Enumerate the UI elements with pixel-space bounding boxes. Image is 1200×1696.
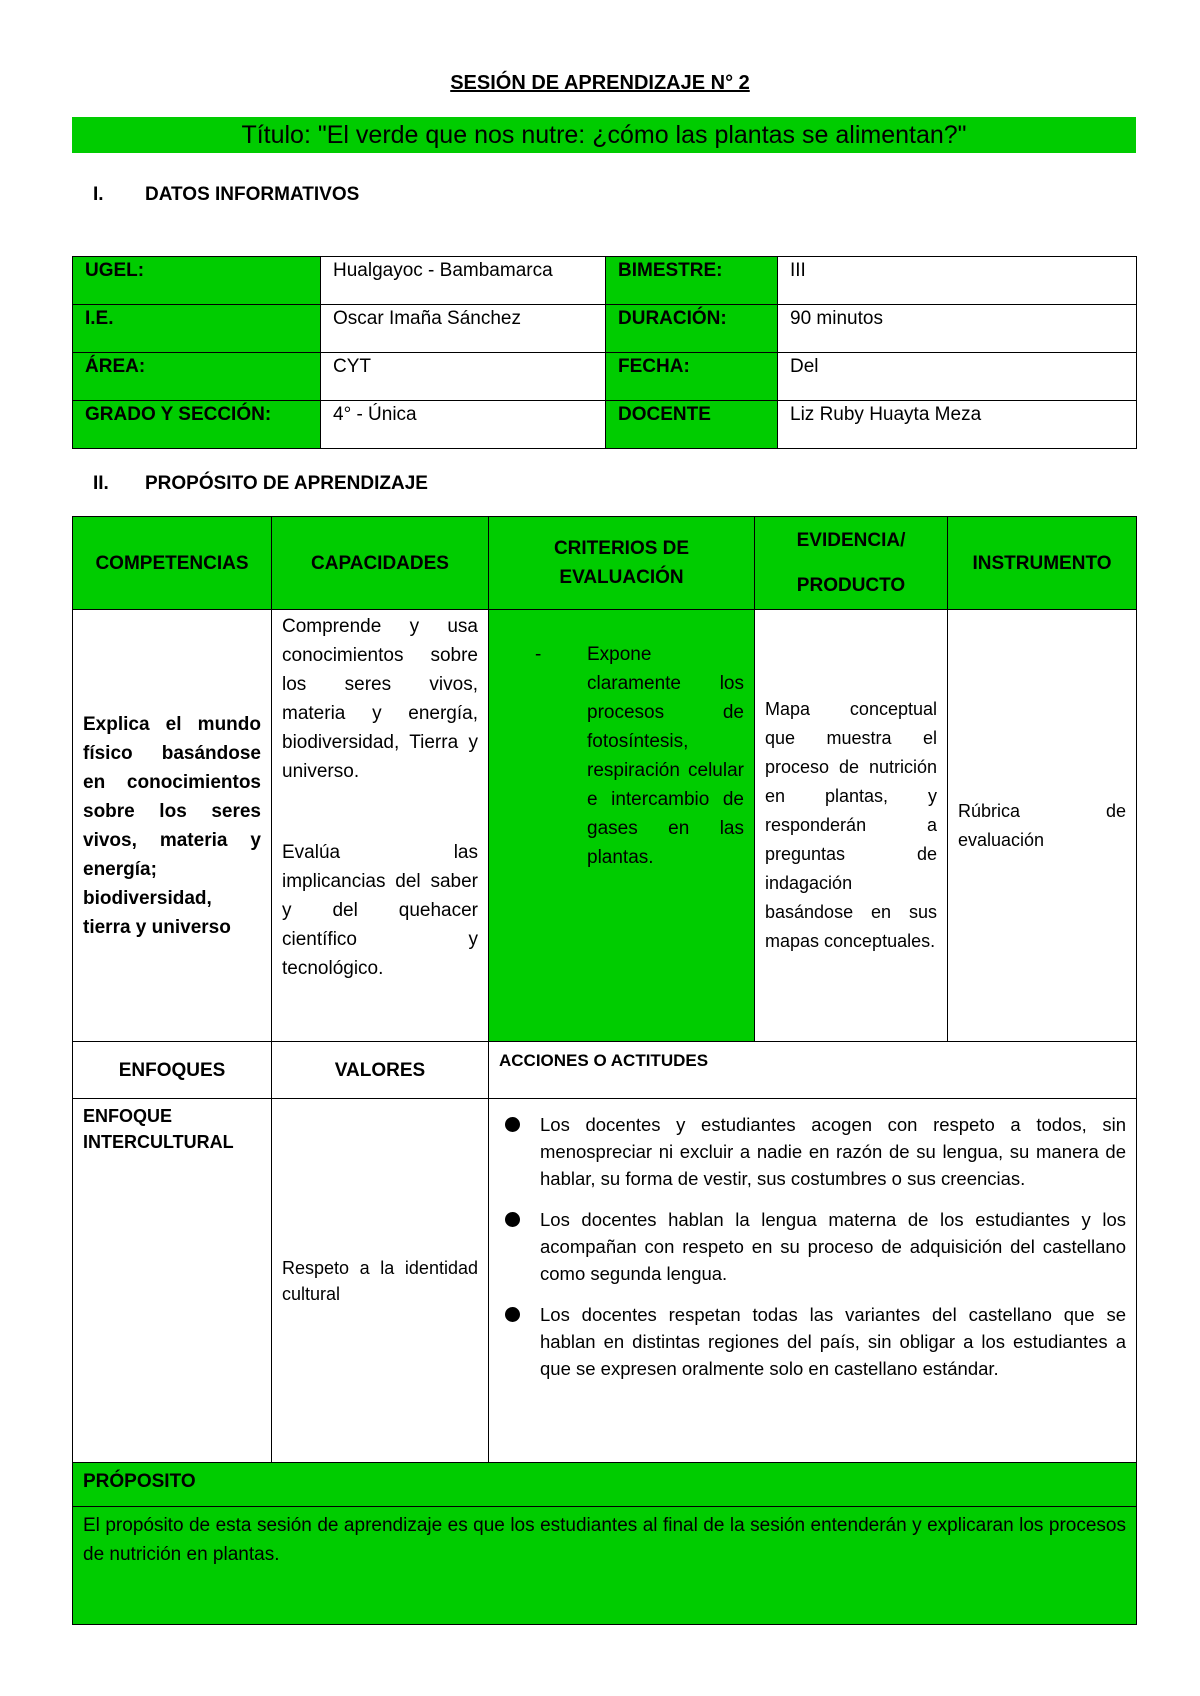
bullet-dot-icon bbox=[505, 1307, 520, 1322]
criterio-text: Expone claramente los procesos de fotosíntesis, respiración celular e intercambio de gases en las plantas. bbox=[587, 644, 744, 868]
purpose-table bbox=[72, 516, 1137, 1625]
section-datos-informativos bbox=[93, 184, 359, 206]
accion-text: Los docentes respetan todas las variantes del castellano que se hablan en distintas regiones del país, sin obligar a los estudiantes a que se expresen oralmente solo en castellano estándar. bbox=[540, 1304, 1126, 1379]
header-producto-line2: PRODUCTO bbox=[796, 575, 906, 596]
bullet-dot-icon bbox=[505, 1212, 520, 1227]
header-criterios: CRITERIOS DE EVALUACIÓN bbox=[489, 517, 755, 610]
header-instrumento: INSTRUMENTO bbox=[948, 517, 1137, 610]
purpose-body-row bbox=[73, 610, 1137, 1042]
criterio-bullet: - bbox=[535, 644, 542, 665]
header-evidencia-line1: EVIDENCIA/ bbox=[796, 530, 906, 551]
capacidades-cell bbox=[272, 610, 489, 1042]
info-label: I.E. bbox=[73, 305, 321, 353]
info-value: Liz Ruby Huayta Meza bbox=[778, 401, 1137, 449]
capacidad-1: Comprende y usa conocimientos sobre los seres vivos, materia y energía, biodiversidad, Tierra y universo. bbox=[282, 616, 478, 782]
proposito-heading: PRÓPOSITO bbox=[73, 1463, 1137, 1507]
criterio-cell bbox=[489, 610, 755, 1042]
enfoque-row bbox=[73, 1099, 1137, 1463]
info-table bbox=[72, 256, 1137, 449]
info-value: III bbox=[778, 257, 1137, 305]
info-value: Del bbox=[778, 353, 1137, 401]
info-label: DOCENTE bbox=[606, 401, 778, 449]
header-enfoques: ENFOQUES bbox=[73, 1042, 272, 1099]
instrumento-cell: Rúbrica de evaluación bbox=[948, 610, 1137, 1042]
info-value: Oscar Imaña Sánchez bbox=[321, 305, 606, 353]
capacidad-2: Evalúa las implicancias del saber y del quehacer científico y tecnológico. bbox=[282, 842, 478, 979]
title-text: "El verde que nos nutre: ¿cómo las plantas se alimentan?" bbox=[317, 120, 967, 149]
info-value: CYT bbox=[321, 353, 606, 401]
accion-text: Los docentes hablan la lengua materna de los estudiantes y los acompañan con respeto en su proceso de adquisición del castellano como segunda lengua. bbox=[540, 1209, 1126, 1284]
info-value: 4° - Única bbox=[321, 401, 606, 449]
info-value: Hualgayoc - Bambamarca bbox=[321, 257, 606, 305]
header-valores: VALORES bbox=[272, 1042, 489, 1099]
info-row bbox=[73, 353, 1137, 401]
evidencia-cell: Mapa conceptual que muestra el proceso de nutrición en plantas, y responderán a preguntas de indagación basándose en sus mapas conceptuales. bbox=[755, 610, 948, 1042]
info-row bbox=[73, 401, 1137, 449]
valor-cell: Respeto a la identidad cultural bbox=[272, 1099, 489, 1463]
header-capacidades: CAPACIDADES bbox=[272, 517, 489, 610]
accion-item bbox=[499, 1111, 1126, 1192]
title-label: Título: bbox=[241, 120, 311, 149]
proposito-header-row bbox=[73, 1463, 1137, 1507]
header-competencias: COMPETENCIAS bbox=[73, 517, 272, 610]
section-number: I. bbox=[93, 184, 104, 205]
section-number: II. bbox=[93, 473, 109, 494]
competencia-cell: Explica el mundo físico basándose en conocimientos sobre los seres vivos, materia y energía; biodiversidad, tierra y universo bbox=[73, 610, 272, 1042]
purpose-header-row bbox=[73, 517, 1137, 610]
info-label: BIMESTRE: bbox=[606, 257, 778, 305]
info-label: ÁREA: bbox=[73, 353, 321, 401]
proposito-text: El propósito de esta sesión de aprendizaje es que los estudiantes al final de la sesión entenderán y explicaran los procesos de nutrición en plantas. bbox=[73, 1507, 1137, 1625]
header-evidencia bbox=[755, 517, 948, 610]
enfoque-cell: ENFOQUE INTERCULTURAL bbox=[73, 1099, 272, 1463]
info-row bbox=[73, 305, 1137, 353]
info-label: GRADO Y SECCIÓN: bbox=[73, 401, 321, 449]
section-proposito-aprendizaje bbox=[93, 473, 428, 495]
info-value: 90 minutos bbox=[778, 305, 1137, 353]
info-label: DURACIÓN: bbox=[606, 305, 778, 353]
accion-text: Los docentes y estudiantes acogen con respeto a todos, sin menospreciar ni excluir a nadie en razón de su lengua, su manera de hablar, su forma de vestir, sus costumbres o sus creencias. bbox=[540, 1114, 1126, 1189]
proposito-text-row bbox=[73, 1507, 1137, 1625]
info-label: FECHA: bbox=[606, 353, 778, 401]
enfoques-header-row bbox=[73, 1042, 1137, 1099]
document-title: SESIÓN DE APRENDIZAJE N° 2 bbox=[450, 72, 750, 94]
header-acciones: ACCIONES O ACTITUDES bbox=[489, 1042, 1137, 1099]
info-label: UGEL: bbox=[73, 257, 321, 305]
session-title-bar bbox=[72, 117, 1136, 153]
bullet-dot-icon bbox=[505, 1117, 520, 1132]
accion-item bbox=[499, 1206, 1126, 1287]
section-heading: PROPÓSITO DE APRENDIZAJE bbox=[145, 473, 428, 494]
acciones-cell bbox=[489, 1099, 1137, 1463]
section-heading: DATOS INFORMATIVOS bbox=[145, 184, 360, 205]
accion-item bbox=[499, 1301, 1126, 1382]
info-row bbox=[73, 257, 1137, 305]
